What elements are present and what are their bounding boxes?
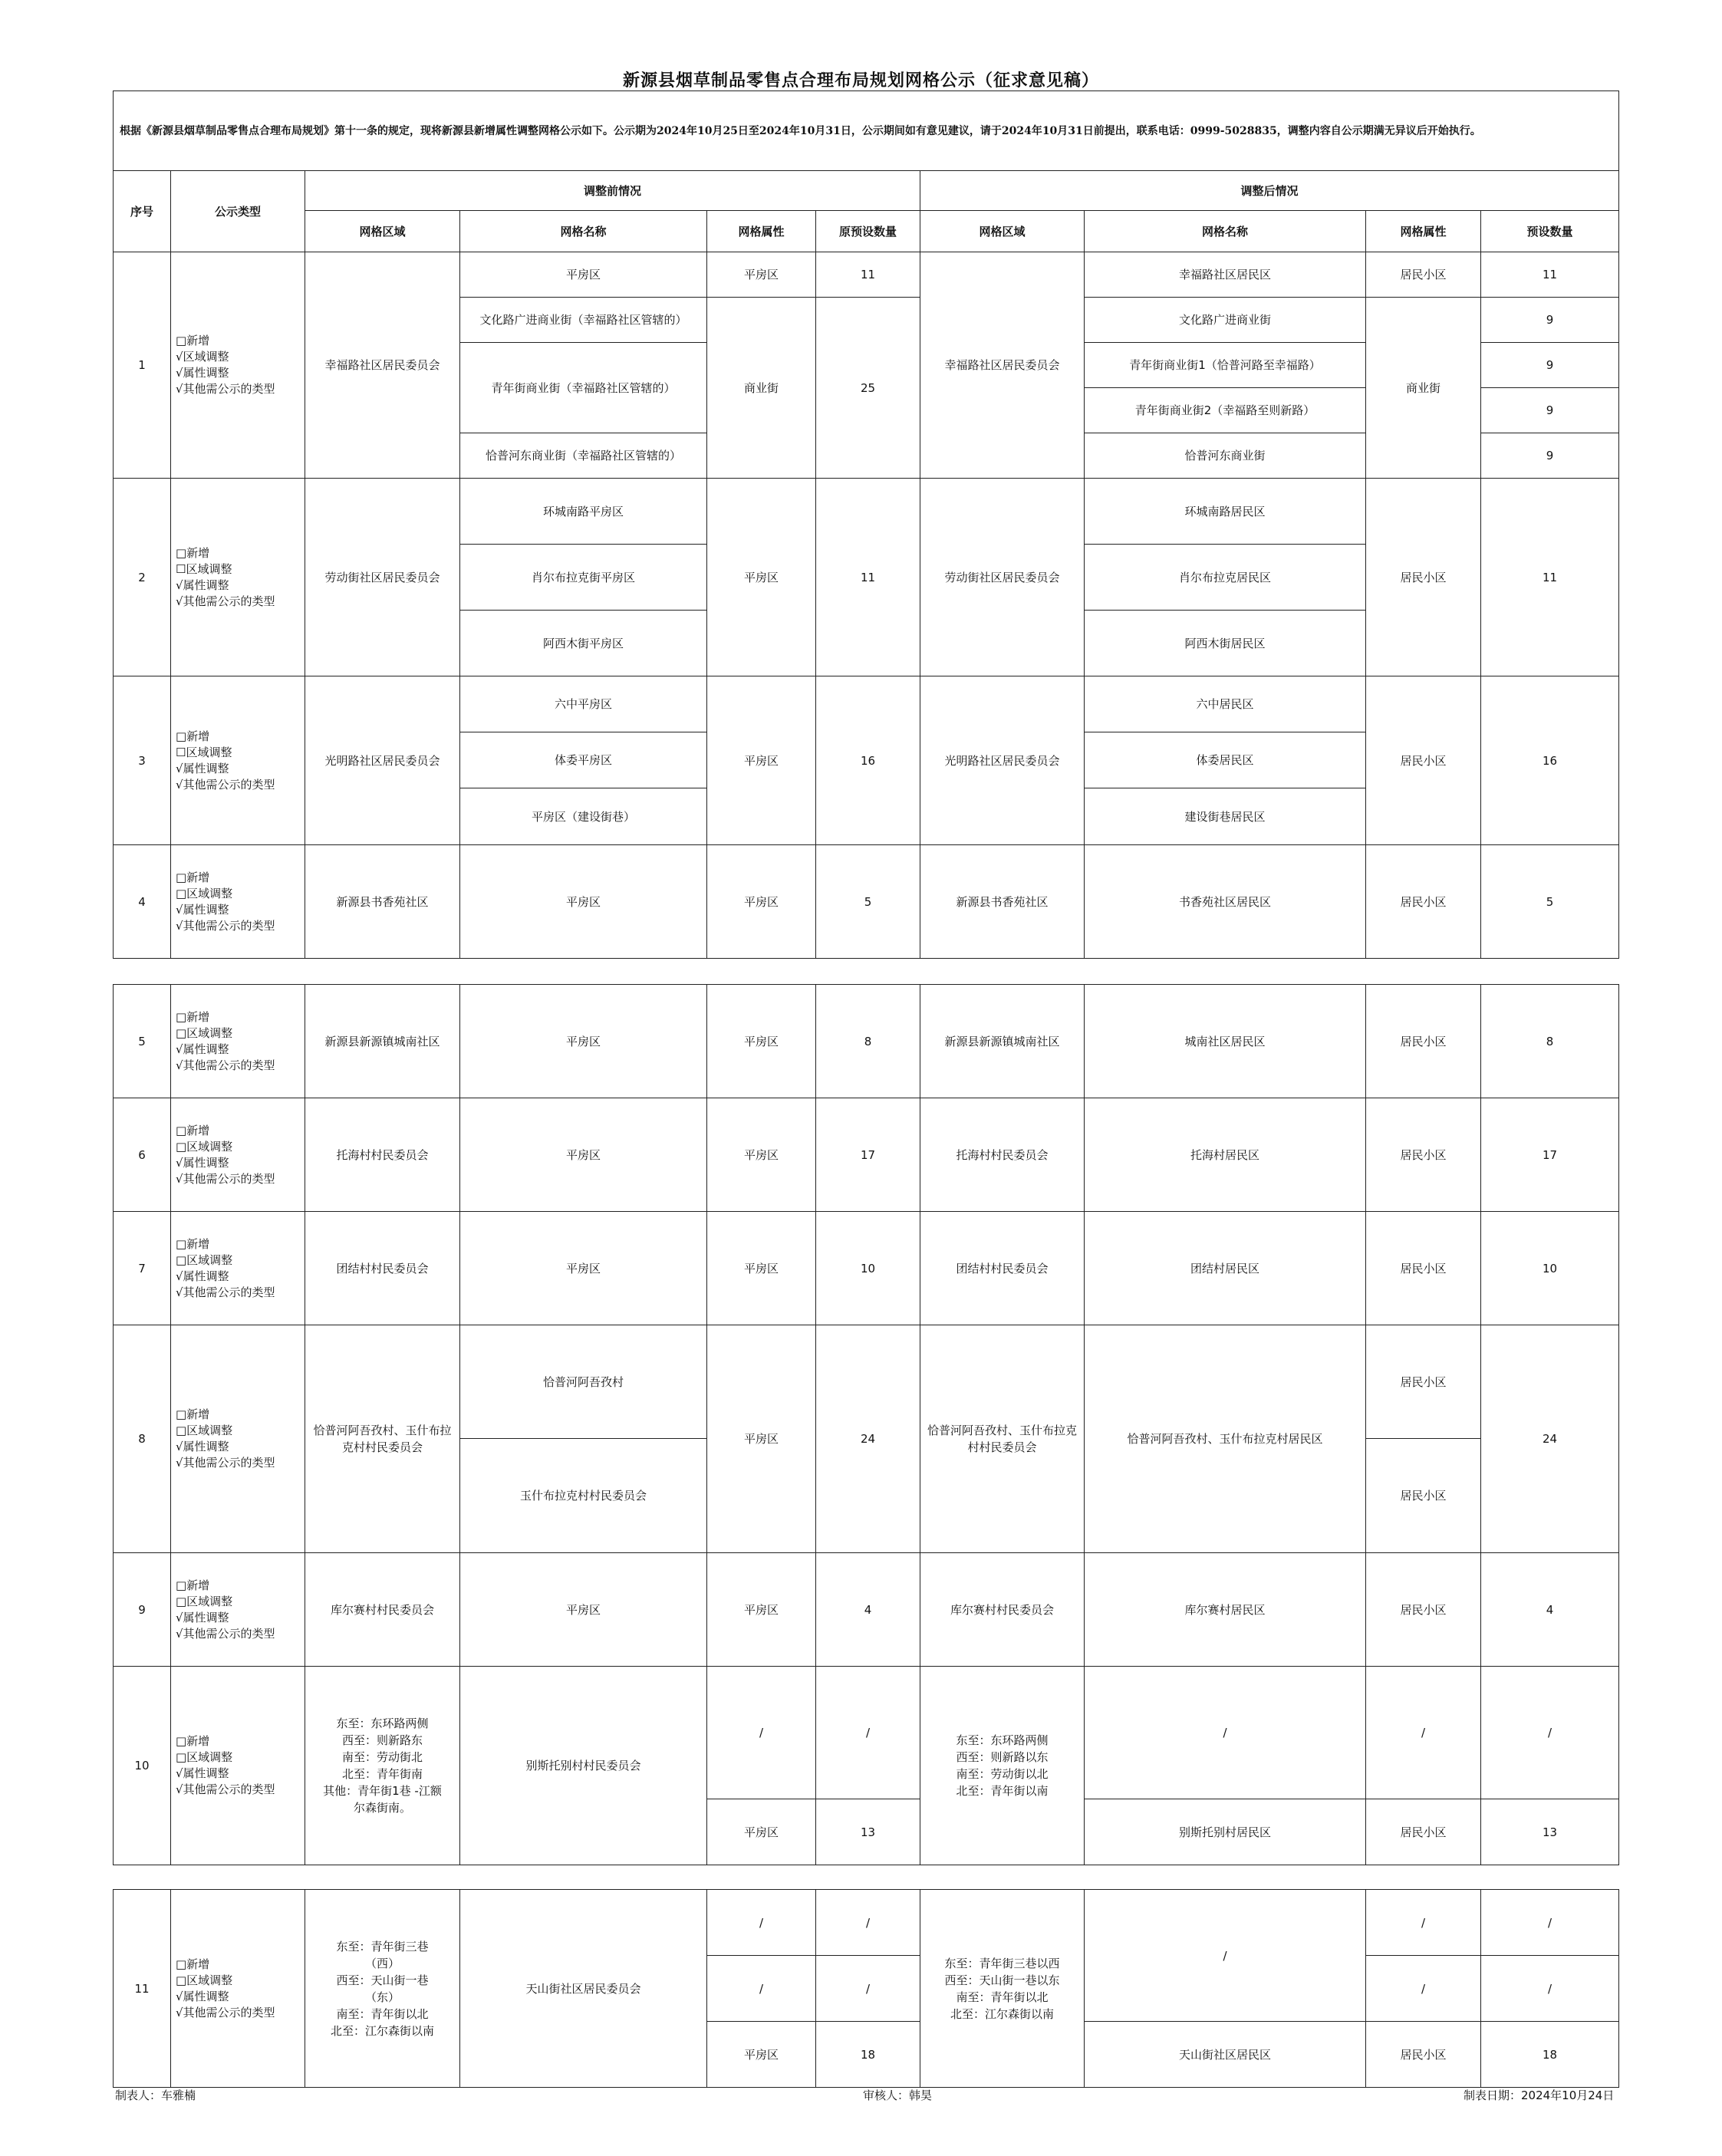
- header-count-after: 预设数量: [1481, 211, 1619, 252]
- table-row: [114, 1667, 1619, 1799]
- grid-region: 托海村村民委员会: [305, 1098, 460, 1212]
- grid-region: 幸福路社区居民委员会: [305, 252, 460, 479]
- grid-count: /: [816, 1956, 920, 2022]
- type-checklist: □新增 ☐区域调整 √属性调整 √其他需公示的类型: [171, 479, 305, 676]
- new-grid-attr: 居民小区: [1366, 1553, 1481, 1667]
- new-grid-count: 8: [1481, 985, 1619, 1098]
- type-checklist: □新增 □区域调整 √属性调整 √其他需公示的类型: [171, 985, 305, 1098]
- new-grid-region: 恰普河阿吾孜村、玉什布拉克村村民委员会: [920, 1325, 1085, 1553]
- new-grid-region: 劳动街社区居民委员会: [920, 479, 1085, 676]
- grid-attr: 商业街: [707, 298, 816, 479]
- new-grid-region: 光明路社区居民委员会: [920, 676, 1085, 845]
- new-grid-attr: 居民小区: [1366, 985, 1481, 1098]
- new-grid-name: 托海村居民区: [1085, 1098, 1366, 1212]
- new-grid-name: 书香苑社区居民区: [1085, 845, 1366, 959]
- new-grid-name: 恰普河阿吾孜村、玉什布拉克村居民区: [1085, 1325, 1366, 1553]
- new-grid-name: 库尔赛村居民区: [1085, 1553, 1366, 1667]
- row-seq: 8: [114, 1325, 171, 1553]
- new-grid-count: 5: [1481, 845, 1619, 959]
- new-grid-name: 城南社区居民区: [1085, 985, 1366, 1098]
- type-checklist: □新增 □区域调整 √属性调整 √其他需公示的类型: [171, 1553, 305, 1667]
- grid-region: 新源县新源镇城南社区: [305, 985, 460, 1098]
- grid-attr: 平房区: [707, 676, 816, 845]
- row-seq: 4: [114, 845, 171, 959]
- grid-attr: /: [707, 1667, 816, 1799]
- new-grid-name: 肖尔布拉克居民区: [1085, 545, 1366, 611]
- new-grid-count: /: [1481, 1890, 1619, 1956]
- grid-attr: 平房区: [707, 1553, 816, 1667]
- grid-name: 环城南路平房区: [460, 479, 707, 545]
- header-type: 公示类型: [171, 171, 305, 252]
- new-grid-boundary: 东至：青年街三巷以西 西至：天山街一巷以东 南至：青年街以北 北至：江尔森街以南: [920, 1890, 1085, 2088]
- table-row: [114, 985, 1619, 1098]
- grid-attr: 平房区: [707, 1098, 816, 1212]
- new-grid-name: 恰普河东商业街: [1085, 433, 1366, 479]
- row-seq: 5: [114, 985, 171, 1098]
- header-after: 调整后情况: [920, 171, 1619, 211]
- grid-region: 库尔赛村村民委员会: [305, 1553, 460, 1667]
- footer-date: 制表日期：2024年10月24日: [1464, 2089, 1615, 2102]
- new-grid-count: 10: [1481, 1212, 1619, 1325]
- new-grid-count: 9: [1481, 388, 1619, 433]
- row-seq: 10: [114, 1667, 171, 1865]
- new-grid-region: 幸福路社区居民委员会: [920, 252, 1085, 479]
- grid-count: 4: [816, 1553, 920, 1667]
- grid-attr: 平房区: [707, 1325, 816, 1553]
- grid-name: 玉什布拉克村村民委员会: [460, 1439, 707, 1553]
- new-grid-attr: 居民小区: [1366, 479, 1481, 676]
- row-seq: 2: [114, 479, 171, 676]
- grid-name: 体委平房区: [460, 732, 707, 788]
- page-title: 新源县烟草制品零售点合理布局规划网格公示（征求意见稿）: [622, 71, 1099, 91]
- table-row: [114, 1212, 1619, 1325]
- new-grid-name: /: [1085, 1667, 1366, 1799]
- grid-attr: 平房区: [707, 2022, 816, 2088]
- row-seq: 7: [114, 1212, 171, 1325]
- new-grid-count: /: [1481, 1956, 1619, 2022]
- footer-reviewer: 审核人：韩昊: [863, 2089, 933, 2102]
- new-grid-name: 阿西木街居民区: [1085, 611, 1366, 676]
- grid-count: 25: [816, 298, 920, 479]
- grid-table-part-1: [113, 91, 1619, 959]
- new-grid-count: 9: [1481, 343, 1619, 388]
- type-checklist: □新增 □区域调整 √属性调整 √其他需公示的类型: [171, 845, 305, 959]
- new-grid-region: 新源县书香苑社区: [920, 845, 1085, 959]
- new-grid-attr: 商业街: [1366, 298, 1481, 479]
- grid-name: 恰普河东商业街（幸福路社区管辖的）: [460, 433, 707, 479]
- new-grid-name: 六中居民区: [1085, 676, 1366, 732]
- new-grid-count: 4: [1481, 1553, 1619, 1667]
- grid-attr: /: [707, 1956, 816, 2022]
- grid-name: 平房区: [460, 1553, 707, 1667]
- row-seq: 9: [114, 1553, 171, 1667]
- grid-name: 平房区: [460, 845, 707, 959]
- new-grid-count: 17: [1481, 1098, 1619, 1212]
- new-grid-count: 11: [1481, 252, 1619, 298]
- new-grid-count: /: [1481, 1667, 1619, 1799]
- grid-attr: 平房区: [707, 479, 816, 676]
- new-grid-count: 13: [1481, 1799, 1619, 1865]
- grid-count: 18: [816, 2022, 920, 2088]
- type-checklist: □新增 □区域调整 √属性调整 √其他需公示的类型: [171, 1667, 305, 1865]
- type-checklist: □新增 √区域调整 √属性调整 √其他需公示的类型: [171, 252, 305, 479]
- grid-name: 肖尔布拉克街平房区: [460, 545, 707, 611]
- grid-name: 平房区（建设街巷）: [460, 788, 707, 845]
- table-row: [114, 1553, 1619, 1667]
- new-grid-boundary: 东至：东环路两侧 西至：则新路以东 南至：劳动街以北 北至：青年街以南: [920, 1667, 1085, 1865]
- new-grid-region: 托海村村民委员会: [920, 1098, 1085, 1212]
- grid-name: 六中平房区: [460, 676, 707, 732]
- row-seq: 11: [114, 1890, 171, 2088]
- new-grid-attr: 居民小区: [1366, 676, 1481, 845]
- new-grid-attr: 居民小区: [1366, 845, 1481, 959]
- grid-attr: 平房区: [707, 985, 816, 1098]
- notice-text: 根据《新源县烟草制品零售点合理布局规划》第十一条的规定，现将新源县新增属性调整网格公示如下。公示期为2024年10月25日至2024年10月31日，公示期间如有意见建议，请于2024年10月31日前提出，联系电话：0999-5028835，调整内容自公示期满无异议后开始执行。: [114, 91, 1619, 171]
- row-seq: 3: [114, 676, 171, 845]
- grid-count: 13: [816, 1799, 920, 1865]
- new-grid-name: 幸福路社区居民区: [1085, 252, 1366, 298]
- new-grid-count: 9: [1481, 433, 1619, 479]
- grid-name: 平房区: [460, 1212, 707, 1325]
- row-seq: 1: [114, 252, 171, 479]
- type-checklist: □新增 ☐区域调整 √属性调整 √其他需公示的类型: [171, 676, 305, 845]
- header-region: 网格区域: [305, 211, 460, 252]
- grid-region: 新源县书香苑社区: [305, 845, 460, 959]
- new-grid-count: 16: [1481, 676, 1619, 845]
- grid-region: 恰普河阿吾孜村、玉什布拉克村村民委员会: [305, 1325, 460, 1553]
- table-row: [114, 845, 1619, 959]
- header-orig-count: 原预设数量: [816, 211, 920, 252]
- grid-attr: 平房区: [707, 1799, 816, 1865]
- new-grid-attr: 居民小区: [1366, 252, 1481, 298]
- new-grid-attr: /: [1366, 1890, 1481, 1956]
- header-seq: 序号: [114, 171, 171, 252]
- new-grid-attr: 居民小区: [1366, 1212, 1481, 1325]
- grid-name: 平房区: [460, 1098, 707, 1212]
- new-grid-attr: 居民小区: [1366, 1799, 1481, 1865]
- grid-attr: 平房区: [707, 1212, 816, 1325]
- new-grid-attr: 居民小区: [1366, 1439, 1481, 1553]
- grid-count: 16: [816, 676, 920, 845]
- new-grid-name: 文化路广进商业街: [1085, 298, 1366, 343]
- row-seq: 6: [114, 1098, 171, 1212]
- new-grid-name: /: [1085, 1890, 1366, 2022]
- grid-boundary: 东至：东环路两侧 西至：则新路东 南至：劳动街北 北至：青年街南 其他：青年街1巷 -江额 尔森街南。: [305, 1667, 460, 1865]
- header-region-after: 网格区域: [920, 211, 1085, 252]
- new-grid-count: 24: [1481, 1325, 1619, 1553]
- new-grid-attr: 居民小区: [1366, 2022, 1481, 2088]
- new-grid-name: 环城南路居民区: [1085, 479, 1366, 545]
- new-grid-attr: /: [1366, 1667, 1481, 1799]
- new-grid-name: 团结村居民区: [1085, 1212, 1366, 1325]
- grid-name: 平房区: [460, 252, 707, 298]
- header-attr: 网格属性: [707, 211, 816, 252]
- header-name: 网格名称: [460, 211, 707, 252]
- header-before: 调整前情况: [305, 171, 920, 211]
- grid-region: 劳动街社区居民委员会: [305, 479, 460, 676]
- new-grid-region: 团结村村民委员会: [920, 1212, 1085, 1325]
- new-grid-region: 库尔赛村村民委员会: [920, 1553, 1085, 1667]
- grid-count: 8: [816, 985, 920, 1098]
- table-row: [114, 1890, 1619, 1956]
- type-checklist: □新增 □区域调整 √属性调整 √其他需公示的类型: [171, 1890, 305, 2088]
- new-grid-region: 新源县新源镇城南社区: [920, 985, 1085, 1098]
- type-checklist: □新增 □区域调整 √属性调整 √其他需公示的类型: [171, 1212, 305, 1325]
- grid-attr: 平房区: [707, 252, 816, 298]
- new-grid-name: 天山街社区居民区: [1085, 2022, 1366, 2088]
- grid-name: 文化路广进商业街（幸福路社区管辖的）: [460, 298, 707, 343]
- grid-count: 5: [816, 845, 920, 959]
- table-row: [114, 1098, 1619, 1212]
- new-grid-name: 青年街商业街1（恰普河路至幸福路）: [1085, 343, 1366, 388]
- table-row: [114, 252, 1619, 298]
- new-grid-name: 建设街巷居民区: [1085, 788, 1366, 845]
- footer-maker: 制表人：车雅楠: [115, 2089, 196, 2102]
- type-checklist: □新增 □区域调整 √属性调整 √其他需公示的类型: [171, 1098, 305, 1212]
- type-checklist: □新增 □区域调整 √属性调整 √其他需公示的类型: [171, 1325, 305, 1553]
- new-grid-attr: 居民小区: [1366, 1098, 1481, 1212]
- grid-region: 团结村村民委员会: [305, 1212, 460, 1325]
- new-grid-name: 体委居民区: [1085, 732, 1366, 788]
- grid-table-part-3: [113, 1889, 1619, 2088]
- grid-name: 青年街商业街（幸福路社区管辖的）: [460, 343, 707, 433]
- grid-count: /: [816, 1890, 920, 1956]
- header-attr-after: 网格属性: [1366, 211, 1481, 252]
- new-grid-name: 别斯托别村居民区: [1085, 1799, 1366, 1865]
- grid-region: 光明路社区居民委员会: [305, 676, 460, 845]
- grid-name: 平房区: [460, 985, 707, 1098]
- new-grid-count: 9: [1481, 298, 1619, 343]
- grid-count: 10: [816, 1212, 920, 1325]
- table-row: [114, 676, 1619, 732]
- header-name-after: 网格名称: [1085, 211, 1366, 252]
- grid-boundary: 东至：青年街三巷 （西） 西至：天山街一巷 （东） 南至：青年街以北 北至：江尔森街以南: [305, 1890, 460, 2088]
- grid-count: 11: [816, 252, 920, 298]
- grid-name: 恰普河阿吾孜村: [460, 1325, 707, 1439]
- new-grid-attr: /: [1366, 1956, 1481, 2022]
- grid-count: 24: [816, 1325, 920, 1553]
- grid-attr: 平房区: [707, 845, 816, 959]
- grid-count: 11: [816, 479, 920, 676]
- new-grid-count: 11: [1481, 479, 1619, 676]
- grid-name: 别斯托别村村民委员会: [460, 1667, 707, 1865]
- new-grid-count: 18: [1481, 2022, 1619, 2088]
- grid-name: 阿西木街平房区: [460, 611, 707, 676]
- new-grid-attr: 居民小区: [1366, 1325, 1481, 1439]
- grid-count: /: [816, 1667, 920, 1799]
- table-row: [114, 1325, 1619, 1439]
- grid-table-part-2: [113, 984, 1619, 1865]
- table-row: [114, 479, 1619, 545]
- new-grid-name: 青年街商业街2（幸福路至则新路）: [1085, 388, 1366, 433]
- grid-name: 天山街社区居民委员会: [460, 1890, 707, 2088]
- grid-attr: /: [707, 1890, 816, 1956]
- grid-count: 17: [816, 1098, 920, 1212]
